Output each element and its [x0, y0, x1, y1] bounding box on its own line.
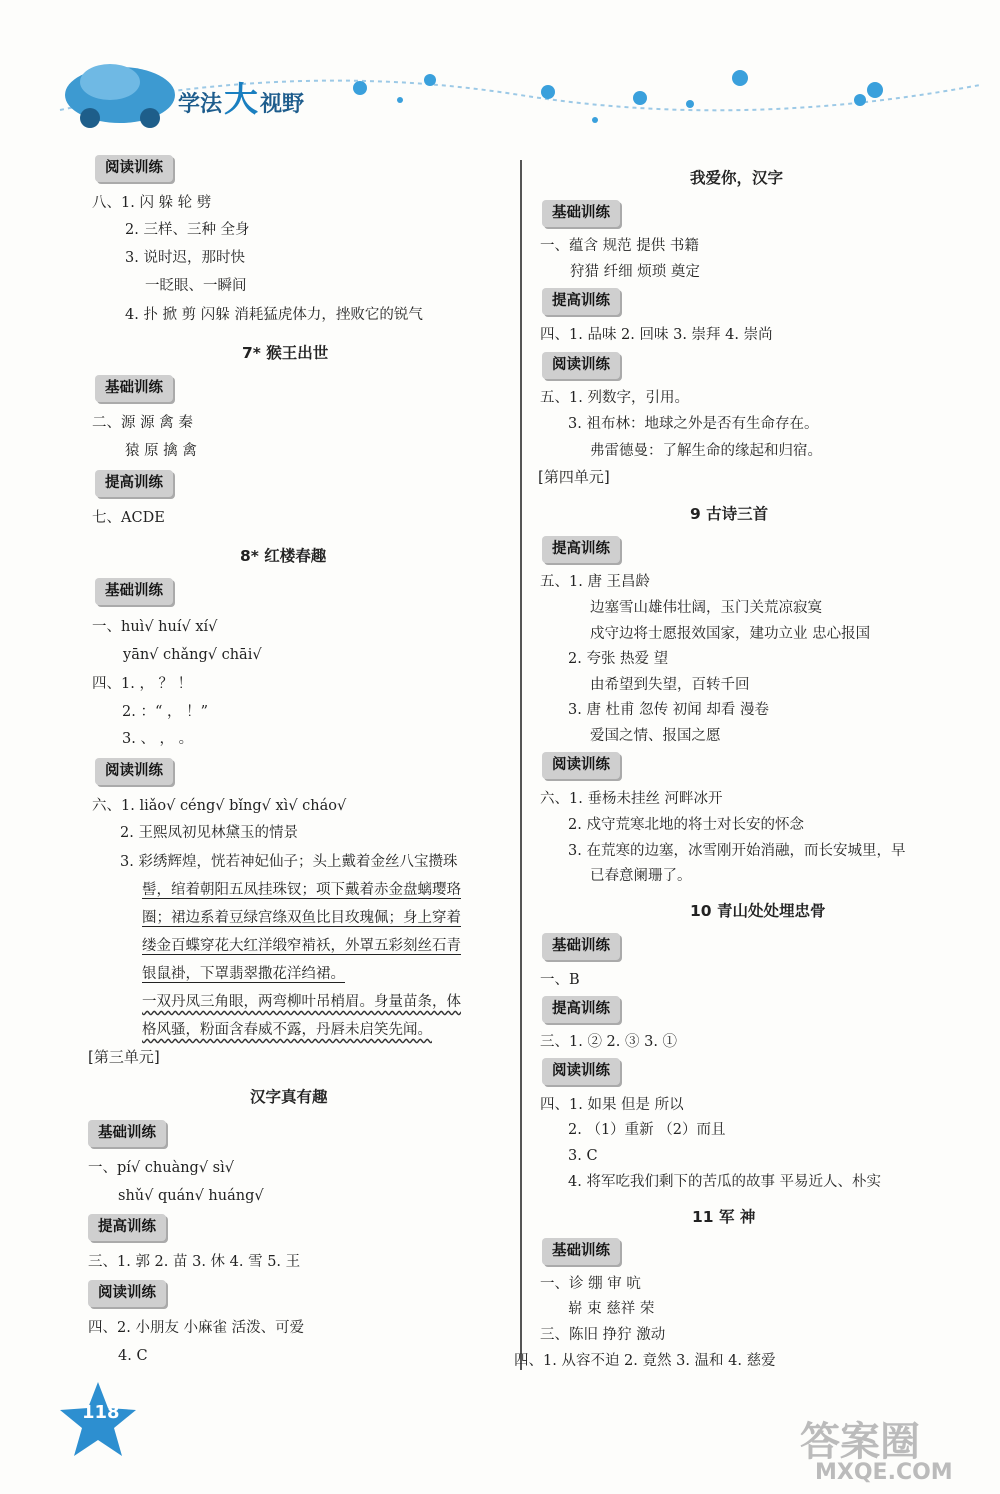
section-tag-reading: 阅读训练: [542, 352, 620, 379]
section-tag-advanced: 提高训练: [542, 536, 620, 563]
answer-line: 三、1. 郭 2. 苗 3. 休 4. 雪 5. 王: [88, 1254, 301, 1270]
answer-line: 银鼠褂，下罩翡翠撒花洋绉裙。: [142, 966, 345, 982]
answer-line: 2. 夸张 热爱 望: [568, 651, 669, 667]
answer-line: 八、1. 闪 躲 轮 劈: [92, 195, 212, 211]
answer-line: 3. 、 ， 。: [122, 731, 194, 747]
logo-title: 学法大视野: [178, 80, 305, 120]
answer-line: 已春意阑珊了。: [590, 868, 692, 884]
unit-heading: [第三单元]: [88, 1048, 160, 1066]
answer-line: 2. ：“ ， ！”: [122, 704, 208, 720]
answer-line: 4. C: [118, 1348, 148, 1364]
watermark-logo: 答案圈: [800, 1419, 920, 1465]
section-tag-reading: 阅读训练: [542, 752, 620, 779]
answer-line: 四、1. 如果 但是 所以: [540, 1097, 684, 1113]
answer-line: shǔ√ quán√ huáng√: [118, 1188, 264, 1204]
answer-line: 三、1. ② 2. ③ 3. ①: [540, 1034, 678, 1050]
answer-line: 三、陈旧 挣狞 激动: [540, 1327, 666, 1343]
answer-line: 3. 在荒寒的边塞，冰雪刚开始消融，而长安城里，早: [568, 843, 906, 859]
header-banner: [0, 0, 1000, 150]
column-divider: [520, 160, 522, 1370]
answer-line: 3. 祖布林：地球之外是否有生命存在。: [568, 416, 819, 432]
unit-heading: [第四单元]: [538, 468, 610, 486]
answer-line: 一、huì√ huí√ xí√: [92, 619, 218, 635]
answer-line: 边塞雪山雄伟壮阔，玉门关荒凉寂寞: [590, 600, 822, 616]
section-tag-reading: 阅读训练: [542, 1058, 620, 1085]
answer-line: 一双丹凤三角眼，两弯柳叶吊梢眉。身量苗条，体: [142, 994, 461, 1010]
answer-line: 由希望到失望，百转千回: [590, 677, 750, 693]
answer-line: 四、2. 小朋友 小麻雀 活泼、可爱: [88, 1320, 305, 1336]
answer-line: 一、pí√ chuàng√ sì√: [88, 1160, 234, 1176]
answer-line: 六、1. 垂杨未挂丝 河畔冰开: [540, 791, 723, 807]
answer-line: 4. 扑 掀 剪 闪躲 消耗猛虎体力，挫败它的锐气: [125, 307, 423, 323]
answer-line: 2. （1）重新 （2）而且: [568, 1122, 726, 1138]
section-tag-reading: 阅读训练: [88, 1280, 166, 1307]
section-tag-basic: 基础训练: [88, 1120, 166, 1147]
answer-line: 4. 将军吃我们剩下的苦瓜的故事 平易近人、朴实: [568, 1174, 882, 1190]
section-tag-advanced: 提高训练: [542, 996, 620, 1023]
answer-line: 七、ACDE: [92, 510, 165, 526]
answer-line: 缕金百蝶穿花大红洋缎窄褃袄，外罩五彩刻丝石青: [142, 938, 461, 954]
watermark-url: MXQE.COM: [815, 1460, 953, 1485]
lesson-title: 我爱你，汉字: [690, 169, 784, 187]
lesson-title: 7* 猴王出世: [242, 344, 329, 362]
section-tag-basic: 基础训练: [95, 578, 173, 605]
lesson-title: 8* 红楼春趣: [240, 547, 327, 565]
answer-line: 四、1. 品味 2. 回味 3. 崇拜 4. 崇尚: [540, 327, 773, 343]
lesson-title: 汉字真有趣: [250, 1088, 328, 1106]
page-number: 118: [82, 1402, 120, 1423]
answer-line: 戍守边将士愿报效国家，建功立业 忠心报国: [590, 626, 871, 642]
section-tag-advanced: 提高训练: [88, 1214, 166, 1241]
answer-line: 3. 彩绣辉煌，恍若神妃仙子；头上戴着金丝八宝攒珠: [120, 854, 458, 870]
answer-line: 猿 原 擒 禽: [125, 443, 197, 459]
section-tag-basic: 基础训练: [542, 1238, 620, 1265]
lesson-title: 10 青山处处埋忠骨: [690, 902, 826, 920]
answer-line: 爱国之情、报国之愿: [590, 728, 721, 744]
answer-line: 狩猎 纤细 烦琐 奠定: [570, 264, 700, 280]
section-tag-reading: 阅读训练: [95, 758, 173, 785]
answer-line: 2. 戍守荒寒北地的将士对长安的怀念: [568, 817, 804, 833]
section-tag-advanced: 提高训练: [542, 288, 620, 315]
answer-line: 3. 说时迟，那时快: [125, 250, 245, 266]
section-tag-basic: 基础训练: [542, 933, 620, 960]
answer-line: 2. 三样、三种 全身: [125, 222, 250, 238]
answer-line: 一、蕴含 规范 提供 书籍: [540, 238, 699, 254]
section-tag-advanced: 提高训练: [95, 470, 173, 497]
section-tag-basic: 基础训练: [542, 200, 620, 227]
answer-line: 3. 唐 杜甫 忽传 初闻 却看 漫卷: [568, 702, 769, 718]
answer-line: 六、1. liǎo√ céng√ bǐng√ xì√ cháo√: [92, 798, 347, 814]
answer-line: yān√ chǎng√ chāi√: [123, 647, 262, 663]
lesson-title: 11 军 神: [692, 1208, 756, 1226]
answer-line: 二、源 源 禽 秦: [92, 415, 193, 431]
banner-decoration-icon: [0, 0, 1000, 150]
answer-line: 一、诊 绷 审 吭: [540, 1276, 641, 1292]
answer-line: 四、1. 从容不迫 2. 竟然 3. 温和 4. 慈爱: [514, 1353, 776, 1369]
section-tag-basic: 基础训练: [95, 375, 173, 402]
answer-line: 髻，绾着朝阳五凤挂珠钗；项下戴着赤金盘螭璎珞: [142, 882, 461, 898]
answer-line: 格风骚，粉面含春威不露，丹唇未启笑先闻。: [142, 1022, 432, 1038]
answer-line: 五、1. 列数字，引用。: [540, 390, 689, 406]
lesson-title: 9 古诗三首: [690, 505, 769, 523]
answer-line: 五、1. 唐 王昌龄: [540, 574, 651, 590]
answer-line: 一眨眼、一瞬间: [145, 278, 247, 294]
section-tag-reading: 阅读训练: [95, 155, 173, 182]
answer-line: 3. C: [568, 1148, 598, 1164]
answer-line: 弗雷德曼：了解生命的缘起和归宿。: [590, 443, 822, 459]
answer-line: 四、1. ， ？ ！: [92, 676, 193, 692]
answer-line: 2. 王熙凤初见林黛玉的情景: [120, 825, 298, 841]
answer-line: 圈；裙边系着豆绿宫绦双鱼比目玫瑰佩；身上穿着: [142, 910, 461, 926]
answer-line: 一、B: [540, 972, 580, 988]
answer-line: 崭 束 慈祥 荣: [568, 1301, 655, 1317]
